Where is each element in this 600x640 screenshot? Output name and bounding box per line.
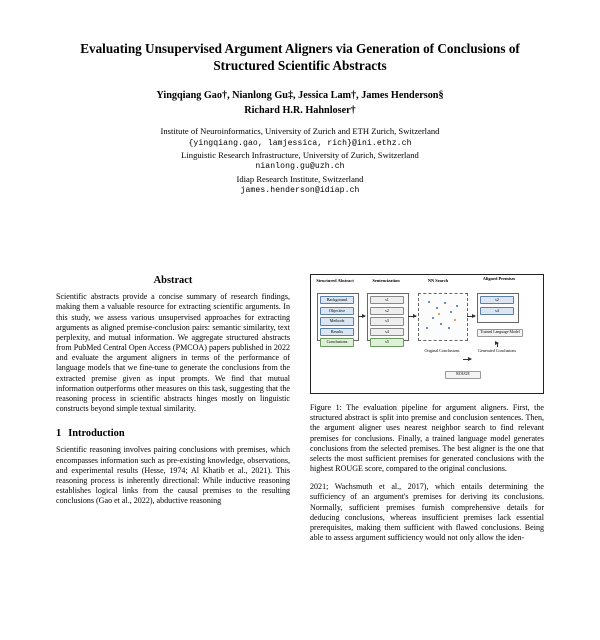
page-title: Evaluating Unsupervised Argument Aligners via Generation of Conclusions of Structured Scientific Abstracts	[80, 41, 520, 74]
figure-header-structured-abstract: Structured Abstract	[316, 278, 354, 283]
affiliation-1: Institute of Neuroinformatics, University of Zurich and ETH Zurich, Switzerland	[160, 126, 440, 137]
author-list	[40, 89, 560, 119]
figure-caption-label: Figure 1:	[310, 403, 342, 412]
figure-arrow-2	[408, 316, 416, 317]
section-heading-introduction	[56, 427, 290, 440]
right-column-paragraph: 2021; Wachsmuth et al., 2017), which entails determining the sufficiency of an argument's premises for deriving its conclusions. Normally, sufficient premises furnish comprehensive details for deducing conclusions, whereas insufficient premises lack essential prerequisites, making them sufficient with flawed conclusions. Being able to assess argument sufficiency would not only allow the iden-	[310, 482, 544, 543]
figure-premise-chip: s2	[480, 296, 514, 304]
affiliation-2: Linguistic Research Infrastructure, University of Zurich, Switzerland	[181, 150, 419, 161]
abstract-heading: Abstract	[153, 275, 193, 286]
figure-sentence-chip: s3	[370, 317, 404, 325]
figure-chip-results: Results	[320, 328, 354, 336]
figure-sentence-chips	[370, 296, 404, 347]
figure-rouge-badge: ROUGE	[445, 371, 481, 379]
figure-arrow-5	[497, 343, 498, 347]
figure-arrow-1	[358, 316, 365, 317]
figure-aligned-premise-chips	[480, 296, 514, 315]
intro-paragraph-1: Scientific reasoning involves pairing conclusions with premises, which encompasses information such as pre-existing knowledge, observations, and experimental results (Hesse, 1974; Al Khatib et al., 2021). This reasoning process is inherently directional: While inductive reasoning establishes logical links from the causal premises to the resulting conclusions (Gao et al., 2022), abductive reasoning	[56, 445, 290, 506]
figure-caption-text: The evaluation pipeline for argument aligners. First, the structured abstract is split into premise and conclusion sentences. Then, the argument aligner uses nearest neighbor search to find relevant premises for conclusions. Finally, a trained language model generates conclusions from the selected premises. The best aligner is the one that selects the most sufficient premises for generated conclusions with the highest ROUGE score, compared to the original conclusions.	[310, 403, 544, 474]
figure-sentence-chip: s2	[370, 307, 404, 315]
figure-chip-methods: Methods	[320, 317, 354, 325]
figure-header-nn-search: NN Search	[427, 278, 449, 283]
figure-generated-conclusions-label: Generated Conclusions	[477, 348, 517, 353]
figure-chip-conclusions: Conclusions	[320, 338, 354, 346]
figure-1-caption	[310, 403, 544, 474]
figure-arrow-4	[463, 359, 471, 360]
right-column	[310, 274, 544, 543]
email-1: {yingqiang.gao, lamjessica, rich}@ini.ethz.ch	[188, 138, 412, 148]
abstract-text: Scientific abstracts provide a concise summary of research findings, making them a valuable resource for extracting scientific arguments. In this study, we assess various unsupervised approaches for extracting arguments as aligned premise-conclusion pairs: semantic similarity, text perplexity, and mutual information. We aggregate structured abstracts from PubMed Central Open Access (PMCOA) papers published in 2022 and evaluate the argument aligners in terms of the performance of language models that we fine-tune to generate the conclusions from the extracted premise given as input prompts. We find that mutual information outperforms other measures on this task, suggesting that the reasoning process in scientific abstracts hinges mostly on linguistic constructs beyond simple textual similarity.	[56, 292, 290, 414]
figure-sentence-chip: s4	[370, 328, 404, 336]
section-title: Introduction	[68, 428, 125, 440]
figure-original-conclusions-label: Original Conclusions	[424, 348, 460, 353]
figure-embedding-dots	[418, 293, 466, 339]
section-number: 1	[56, 428, 62, 440]
figure-1-image	[310, 274, 544, 394]
figure-arrow-3	[467, 316, 475, 317]
figure-abstract-sections	[320, 296, 354, 347]
figure-chip-background: Background	[320, 296, 354, 304]
figure-trained-lm-label: Trained Language Model	[477, 329, 523, 337]
email-2: nianlong.gu@uzh.ch	[255, 162, 345, 172]
author-line-2: Richard H.R. Hahnloser†	[244, 104, 356, 116]
two-column-body	[56, 274, 544, 543]
affiliation-3: Idiap Research Institute, Switzerland	[236, 173, 364, 184]
author-line-1: Yingqiang Gao†, Nianlong Gu‡, Jessica Lam†, James Henderson§	[156, 89, 444, 101]
figure-sentence-chip: s1	[370, 296, 404, 304]
figure-chip-objective: Objective	[320, 307, 354, 315]
figure-header-sentencization: Sentencization	[372, 278, 400, 283]
figure-premise-chip: s4	[480, 307, 514, 315]
paper-page	[0, 40, 600, 640]
figure-header-aligned-premises: Aligned Premises	[482, 276, 516, 281]
figure-sentence-chip: s5	[370, 338, 404, 346]
left-column	[56, 274, 290, 543]
email-3: james.henderson@idiap.ch	[240, 185, 360, 195]
affiliations	[30, 125, 570, 196]
